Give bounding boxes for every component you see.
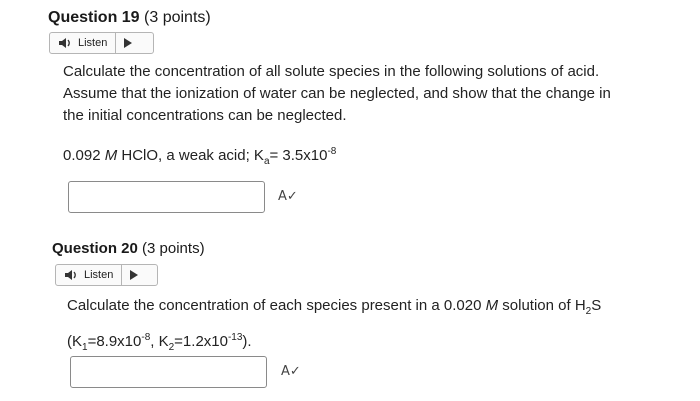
speaker-icon [64, 269, 80, 281]
listen-button-q20[interactable] [55, 264, 158, 286]
formula-species: HClO, a weak acid; K [117, 147, 264, 164]
play-icon [124, 38, 132, 48]
answer-input-q20[interactable] [70, 356, 267, 388]
formula-concentration: 0.092 [63, 147, 105, 164]
spellcheck-icon[interactable]: A✓ [281, 364, 301, 379]
question-20-title [52, 240, 205, 257]
question-19-label: Question 19 [48, 9, 140, 26]
question-19-line-2: Assume that the ionization of water can be neglected, and show that the change in [63, 85, 611, 102]
spellcheck-icon[interactable]: A✓ [278, 189, 298, 204]
speaker-icon [58, 37, 74, 49]
listen-button-q19[interactable] [49, 32, 154, 54]
question-19-line-3: the initial concentrations can be neglected. [63, 107, 347, 124]
formula-ka-value: = 3.5x10 [269, 147, 328, 164]
play-button-q19[interactable] [116, 33, 140, 53]
question-19-line-1: Calculate the concentration of all solute species in the following solutions of acid. [63, 63, 600, 80]
question-20-points: (3 points) [142, 240, 205, 257]
formula-ka-exponent: -8 [327, 146, 337, 157]
question-20-line-2: ($K_1=8.9x10^{-8}$, $K_2=1.2x10^{-13}$). [67, 332, 252, 353]
question-20-line-1: Calculate the concentration of each species present in a 0.020 M solution of $H_2S$ [67, 297, 602, 317]
question-20-prompt [67, 293, 687, 361]
question-19-prompt [63, 61, 683, 127]
listen-label: Listen [78, 37, 108, 49]
question-19-formula [63, 146, 336, 167]
listen-label: Listen [84, 269, 114, 281]
answer-input-q19[interactable] [68, 181, 265, 213]
formula-molar-unit: M [104, 147, 118, 164]
question-19-title [48, 9, 211, 27]
formula-ka-subscript: a [263, 156, 270, 167]
listen-control-q19[interactable] [50, 33, 116, 53]
play-icon [130, 270, 138, 280]
question-19-points: (3 points) [144, 9, 211, 26]
listen-control-q20[interactable] [56, 265, 122, 285]
question-20-label: Question 20 [52, 240, 138, 257]
play-button-q20[interactable] [122, 265, 146, 285]
